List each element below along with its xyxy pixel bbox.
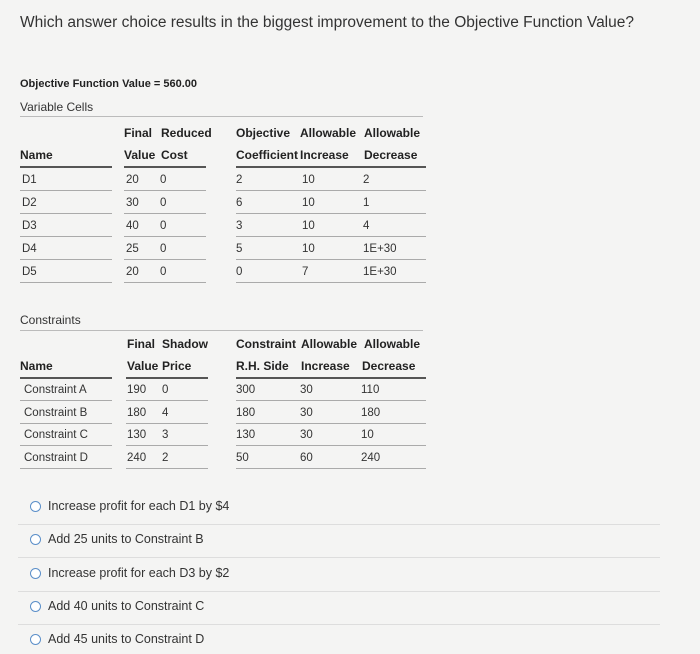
header-objective: Objective bbox=[236, 126, 291, 140]
constraint-cell-inc: 30 bbox=[300, 406, 313, 419]
var-cell-reduced: 0 bbox=[160, 220, 167, 232]
answer-option[interactable] bbox=[30, 632, 204, 646]
header-decrease: Decrease bbox=[362, 359, 416, 373]
var-cell-dec: 2 bbox=[363, 174, 370, 186]
header-value: Value bbox=[124, 148, 156, 162]
header-price: Price bbox=[162, 359, 192, 373]
header-shadow: Shadow bbox=[162, 337, 209, 351]
constraint-cell-inc: 30 bbox=[300, 429, 313, 441]
constraint-cell-shadow: 4 bbox=[162, 406, 169, 419]
radio-button[interactable] bbox=[30, 568, 41, 579]
var-cell-reduced: 0 bbox=[160, 174, 167, 186]
constraint-cell-dec: 180 bbox=[361, 406, 381, 419]
radio-button[interactable] bbox=[30, 634, 41, 645]
var-cell-final: 40 bbox=[126, 220, 139, 232]
header-allowable-dec: Allowable bbox=[364, 126, 421, 140]
constraint-cell-dec: 110 bbox=[361, 384, 380, 396]
constraint-cell-inc: 60 bbox=[300, 451, 313, 464]
header-constraint: Constraint bbox=[236, 337, 296, 351]
var-cell-inc: 10 bbox=[302, 197, 315, 209]
constraint-cell-dec: 240 bbox=[361, 451, 381, 464]
constraint-cell-name: Constraint D bbox=[24, 451, 88, 464]
var-cell-name: D1 bbox=[22, 174, 37, 186]
var-cell-final: 20 bbox=[126, 266, 139, 278]
constraint-cell-final: 180 bbox=[127, 406, 147, 419]
header-cost: Cost bbox=[161, 148, 188, 162]
var-cell-obj: 3 bbox=[236, 220, 243, 232]
radio-button[interactable] bbox=[30, 534, 41, 545]
var-cell-obj: 0 bbox=[236, 266, 243, 278]
objective-value-label: Objective Function Value = 560.00 bbox=[20, 78, 197, 90]
var-cell-final: 30 bbox=[126, 197, 139, 209]
var-cell-inc: 10 bbox=[302, 220, 315, 232]
variable-cells-title: Variable Cells bbox=[20, 100, 94, 114]
var-cell-inc: 10 bbox=[302, 174, 315, 186]
constraints-title: Constraints bbox=[20, 313, 81, 327]
answer-option-label: Add 25 units to Constraint B bbox=[48, 532, 204, 546]
var-cell-name: D2 bbox=[22, 197, 37, 209]
var-cell-obj: 6 bbox=[236, 197, 243, 209]
constraint-cell-shadow: 3 bbox=[162, 429, 169, 441]
var-cell-dec: 1E+30 bbox=[363, 243, 397, 255]
constraint-cell-shadow: 0 bbox=[162, 384, 169, 396]
var-cell-name: D3 bbox=[22, 220, 37, 232]
radio-button[interactable] bbox=[30, 501, 41, 512]
constraint-cell-final: 130 bbox=[127, 429, 147, 441]
constraint-cell-final: 190 bbox=[127, 384, 147, 396]
header-final: Final bbox=[124, 126, 153, 140]
header-value: Value bbox=[127, 359, 159, 373]
header-allowable-inc: Allowable bbox=[300, 126, 357, 140]
var-cell-reduced: 0 bbox=[160, 266, 167, 278]
section-divider bbox=[20, 330, 423, 331]
var-cell-inc: 10 bbox=[302, 243, 315, 255]
question-text: Which answer choice results in the biggest improvement to the Objective Function Value? bbox=[20, 14, 634, 31]
answer-option-label: Increase profit for each D1 by $4 bbox=[48, 499, 230, 513]
constraint-cell-rhs: 300 bbox=[236, 384, 256, 396]
header-final: Final bbox=[127, 337, 156, 351]
var-cell-obj: 5 bbox=[236, 243, 243, 255]
header-decrease: Decrease bbox=[364, 148, 418, 162]
var-cell-inc: 7 bbox=[302, 266, 309, 278]
var-cell-reduced: 0 bbox=[160, 197, 167, 209]
header-reduced: Reduced bbox=[161, 126, 212, 140]
answer-option-label: Increase profit for each D3 by $2 bbox=[48, 566, 230, 580]
answer-option[interactable] bbox=[30, 599, 204, 613]
var-cell-final: 25 bbox=[126, 243, 139, 255]
constraint-cell-shadow: 2 bbox=[162, 451, 169, 464]
constraint-cell-rhs: 130 bbox=[236, 429, 256, 441]
header-allowable-inc: Allowable bbox=[301, 337, 358, 351]
radio-button[interactable] bbox=[30, 601, 41, 612]
var-cell-dec: 4 bbox=[363, 220, 370, 232]
answer-option[interactable] bbox=[30, 532, 204, 546]
constraint-cell-final: 240 bbox=[127, 451, 147, 464]
constraint-cell-name: Constraint C bbox=[24, 429, 88, 441]
var-cell-obj: 2 bbox=[236, 174, 243, 186]
answer-option[interactable] bbox=[30, 566, 229, 580]
constraint-cell-name: Constraint A bbox=[24, 384, 87, 396]
header-increase: Increase bbox=[301, 359, 350, 373]
var-cell-name: D5 bbox=[22, 266, 37, 278]
constraint-cell-name: Constraint B bbox=[24, 406, 88, 419]
header-rhs: R.H. Side bbox=[236, 359, 289, 373]
var-cell-dec: 1 bbox=[363, 197, 370, 209]
section-divider bbox=[20, 116, 423, 117]
var-cell-dec: 1E+30 bbox=[363, 266, 397, 278]
constraint-cell-rhs: 180 bbox=[236, 406, 256, 419]
var-cell-reduced: 0 bbox=[160, 243, 167, 255]
header-name: Name bbox=[20, 359, 53, 373]
var-cell-final: 20 bbox=[126, 174, 139, 186]
answer-option-label: Add 40 units to Constraint C bbox=[48, 599, 205, 613]
answer-option-label: Add 45 units to Constraint D bbox=[48, 632, 205, 646]
header-increase: Increase bbox=[300, 148, 349, 162]
var-cell-name: D4 bbox=[22, 243, 37, 255]
constraint-cell-rhs: 50 bbox=[236, 451, 249, 464]
answer-option[interactable] bbox=[30, 499, 229, 513]
header-coefficient: Coefficient bbox=[236, 148, 299, 162]
constraint-cell-dec: 10 bbox=[361, 429, 374, 441]
header-allowable-dec: Allowable bbox=[364, 337, 421, 351]
constraint-cell-inc: 30 bbox=[300, 384, 313, 396]
header-name: Name bbox=[20, 148, 53, 162]
